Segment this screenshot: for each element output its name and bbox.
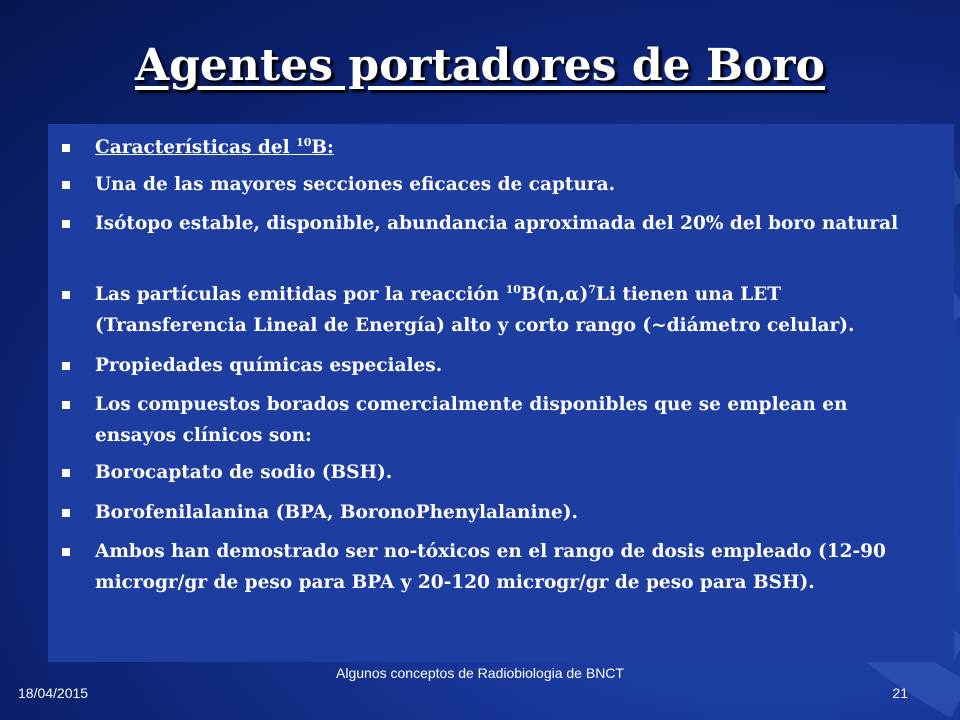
- bullet-square-icon: [62, 401, 70, 409]
- bullet-item: [48, 208, 928, 239]
- bullet-text: Ambos han demostrado ser no-tóxicos en el rango de dosis empleado (12-90 microgr/gr de peso para BPA y 20-120 microgr/gr de peso para BSH).: [95, 541, 886, 593]
- bullet-square-icon: [62, 144, 70, 152]
- bullet-text: Borofenilalanina (BPA, BoronoPhenylalanine).: [95, 502, 578, 523]
- bullet-text: Las partículas emitidas por la reacción $^{10}B(n,\alpha)^7Li$ tienen una LET (Transferencia Lineal de Energía) alto y corto rango (~diámetro celular).: [95, 282, 855, 336]
- bullet-item: [48, 497, 928, 528]
- bullet-square-icon: [62, 181, 70, 189]
- bullet-square-icon: [62, 291, 70, 299]
- bullet-item: [48, 389, 928, 451]
- bullet-text: Una de las mayores secciones eficaces de captura.: [95, 174, 616, 195]
- bullet-square-icon: [62, 469, 70, 477]
- footer-title: Algunos conceptos de Radiobiologia de BNCT: [336, 665, 624, 681]
- bullet-heading: Características del $^{10}$B:: [95, 135, 334, 158]
- bullet-square-icon: [62, 548, 70, 556]
- bullet-text: Borocaptato de sodio (BSH).: [95, 462, 393, 483]
- bullet-text: Propiedades químicas especiales.: [95, 355, 443, 376]
- bullet-item: [48, 457, 928, 488]
- bullet-item: [48, 350, 928, 381]
- bullet-item: [48, 169, 928, 200]
- bullet-item: [48, 132, 928, 163]
- bullet-square-icon: [62, 220, 70, 228]
- slide-number: 21: [892, 685, 908, 701]
- content-panel: [48, 124, 954, 662]
- bullet-item: [48, 536, 928, 598]
- bullet-square-icon: [62, 362, 70, 370]
- bullet-text: Isótopo estable, disponible, abundancia aproximada del 20% del boro natural: [95, 213, 899, 234]
- bullet-square-icon: [62, 509, 70, 517]
- slide-title: Agentes portadores de Boro: [135, 40, 825, 91]
- bullet-item: [48, 279, 928, 341]
- bullet-text: Los compuestos borados comercialmente disponibles que se emplean en ensayos clínicos son:: [95, 394, 848, 446]
- footer-date: 18/04/2015: [18, 685, 89, 701]
